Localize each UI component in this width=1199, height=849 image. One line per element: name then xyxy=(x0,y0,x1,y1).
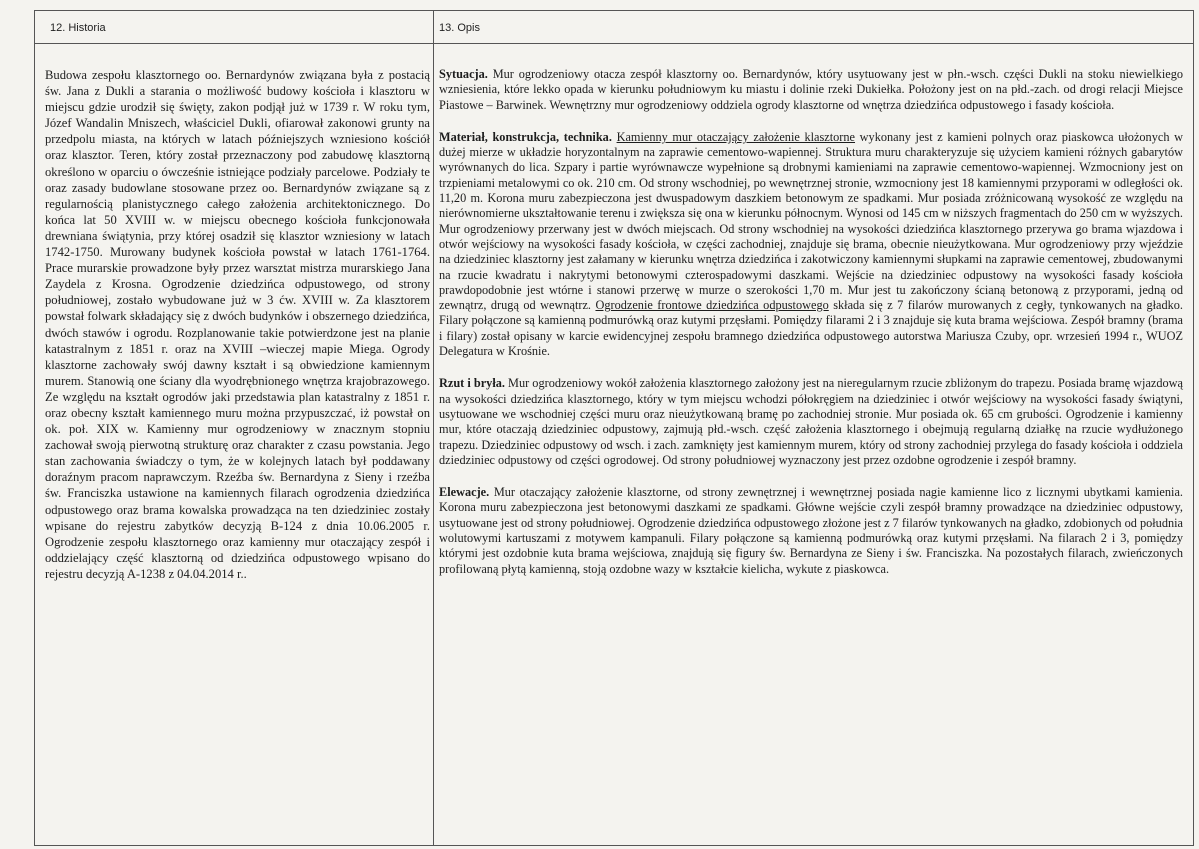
material-underline-wall: Kamienny mur otaczający założenie klasztorne xyxy=(616,129,856,144)
material-title: Materiał, konstrukcja, technika. xyxy=(439,129,612,144)
section-sytuacja xyxy=(439,67,1183,113)
column-divider xyxy=(433,10,434,846)
rzut-title: Rzut i bryła. xyxy=(439,376,505,391)
sytuacja-text: Mur ogrodzeniowy otacza zespół klasztorny oo. Bernardynów, który usytuowany jest w płn.-wsch. części Dukli na stoku niewielkiego wzniesienia, które lekko opada w kierunku południowym ku miastu i dolinie rzeki Dukiełka. Położony jest on na płd.-zach. od drogi relacji Miejsce Piastowe – Barwinek. Wewnętrzny mur ogrodzeniowy oddziela ogrody klasztorne od wnętrza dziedzińca odpustowego i fasady kościoła. xyxy=(439,67,1183,112)
section-rzut xyxy=(439,376,1183,468)
material-text-2: składa się z 7 filarów murowanych z cegły, tynkowanych na gładko. Filary połączone są kamienną podmurówką oraz kutymi przęsłami. Pomiędzy filarami 2 i 3 znajduje się kuta brama wejściowa. Zespół bramny (brama i filary) został opisany w karcie ewidencyjnej zespołu bramnego dziedzińca odpustowego autorstwa Mariusza Czuby, opr. wrzesień 1994 r., WUOZ Delegatura w Krośnie. xyxy=(439,298,1184,359)
section-elewacje xyxy=(439,485,1183,577)
description-heading: 13. Opis xyxy=(439,22,480,34)
description-column xyxy=(439,67,1183,594)
history-text: Budowa zespołu klasztornego oo. Bernardynów związana była z postacią św. Jana z Dukli a starania o możliwość budowy kościoła i klasztoru w miejscu gdzie urodził się święty, zakon podjął już w 1739 r. W roku tym, Józef Wandalin Mniszech, właściciel Dukli, ofiarował zakonowi grunty na przedpolu miasta, na których w latach późniejszych wzniesiono kościół oraz klasztor. Teren, który został przeznaczony pod zabudowę klasztorną określono w oparciu o ówcześnie istniejące podziały parcelowe. Podziały te oraz zasady budowlane stosowane przez oo. Bernardynów związane są z regularnością planistycznego całego założenia architektonicznego. Do końca lat 50 XVIII w. w miejscu obecnego kościoła funkcjonowała drewniana świątynia, przy której osadził się klasztor wzniesiony w latach 1742-1750. Murowany budynek kościoła powstał w latach 1761-1764. Prace murarskie prowadzone były przez warsztat mistrza murarskiego Jana Zaydela z Krosna. Ogrodzenie dziedzińca odpustowego, od strony południowej, zostało wybudowane już w 3 ćw. XVIII w. Za klasztorem powstał folwark składający się z dwóch budynków i obszernego dziedzińca, dwóch stawów i ogrodu. Rozplanowanie takie potwierdzone jest na planie katastralnym z 1851 r. oraz na XVIII –wieczej mapie Miega. Ogrody klasztorne zachowały swój dawny kształt i są obwiedzione kamiennym murem. Stanowią one ściany dla wyodrębnionego wnętrza krajobrazowego. Ze względu na kształt ogrodów jaki przedstawia plan katastralny z 1851 r. oraz obecny kształt kamiennego muru można przypuszczać, iż powstał on ok. poł. XIX w. Kamienny mur ogrodzeniowy w znacznym stopniu zachował swoją pierwotną strukturę oraz charakter z czasu powstania. Jego stan zachowania świadczy o tym, że w kolejnych latach był poddawany doraźnym pracom naprawczym. Rzeźba św. Bernardyna z Sieny i rzeźba św. Franciszka ustawione na kamiennych filarach ogrodzenia dziedzińca odpustowego oraz brama kowalska prowadząca na ten dziedziniec zostały wpisane do rejestru zabytków decyzją B-124 z dnia 10.06.2005 r. Ogrodzenie zespołu klasztornego oraz kamienny mur otaczający zespół i oddzielający część klasztorną od dziedzińca odpustowego wpisano do rejestru decyzją A-1238 z 04.04.2014 r.. xyxy=(45,68,430,581)
section-material xyxy=(439,130,1183,359)
elewacje-text: Mur otaczający założenie klasztorne, od strony zewnętrznej i wewnętrznej posiada nagie kamienne lico z licznymi ubytkami kamienia. Korona muru zabezpieczona jest betonowymi daszkami ze spadkami. Główne wejście czyli zespół bramny prowadzące na dziedziniec odpustowy, usytuowane jest od strony południowej. Ogrodzenie dziedzińca odpustowego złożone jest z 7 filarów tynkowanych na gładko, zdobionych od południa wolutowymi kartuszami z motywem kampanuli. Filary połączone są kamienną podmurówką oraz kutymi przęsłami. Na filarach 2 i 3, pomiędzy którymi jest ozdobnie kuta brama wejściowa, znajdują się figury św. Bernardyna ze Sieny i św. Franciszka. Na pozostałych filarach, zwieńczonych profilowaną płytą kamienną, stoją ozdobne wazy w kształcie kielicha, wykute z piaskowca. xyxy=(439,485,1183,576)
rzut-text: Mur ogrodzeniowy wokół założenia klasztornego założony jest na nieregularnym rzucie zbliżonym do trapezu. Posiada bramę wjazdową na wysokości dziedzińca klasztornego, który w tym miejscu wchodzi półokręgiem na dziedziniec i otwór wejściowy na wysokości fasady świątyni, usytuowane we wschodniej części muru oraz nieużytkowaną bramę po zachodniej stronie. Mur posiada ok. 65 cm grubości. Ogrodzenie i kamienny mur, które otaczają dziedziniec odpustowy, zajmują płd.-wsch. część założenia klasztornego i obejmują regularną działkę na rzucie wydłużonego trapezu. Dziedziniec odpustowy od wsch. i zach. zamknięty jest kamiennym murem, który od strony zachodniej przylega do fasady kościoła i oddziela dziedziniec odpustowy od części ogrodowej. Od strony południowej wyznaczony jest przez ozdobne ogrodzenie i zespół bramny. xyxy=(439,376,1183,467)
history-heading: 12. Historia xyxy=(50,22,106,34)
material-underline-fence: Ogrodzenie frontowe dziedzińca odpustowego xyxy=(595,298,829,313)
elewacje-title: Elewacje. xyxy=(439,485,490,500)
material-text-1: wykonany jest z kamieni polnych oraz piaskowca ułożonych w dużej mierze w układzie horyzontalnym na zaprawie cementowo-wapiennej. Struktura muru charakteryzuje się użyciem kamieni różnych gabarytów wyrównanych do lica. Szpary i partie wyrównawcze wypełnione są drobnymi kamieniami na zaprawie cementowo-wapiennej. Wzmocniony jest on trzpieniami metalowymi co ok. 210 cm. Od strony wschodniej, po wewnętrznej stronie, wzmocniony jest 18 kamiennymi przyporami w odległości ok. 11,20 m. Korona muru zabezpieczona jest dwuspadowym daszkiem betonowym ze spadkami. Mur posiada zróżnicowaną wysokość ze względu na nierównomierne ukształtowanie terenu i zwiększa się ona w kierunku północnym. Wynosi od 145 cm w niższych fragmentach do 250 cm w wyższych. Mur ogrodzeniowy przerwany jest w dwóch miejscach. Od strony wschodniej na wysokości dziedzińca klasztornego przerywa go brama wjazdowa i otwór wejściowy na wysokości fasady kościoła, w części zachodniej, znajduje się brama, obecnie nieużytkowana. Mur ogrodzeniowy przy wjeździe na dziedziniec klasztorny jest załamany w kierunku wnętrza dziedzińca i zakotwiczony kamiennymi słupkami na zaprawie cementowej, zbudowanymi na rzucie kwadratu i nakrytymi betonowymi czterospadowymi daszkami. Wejście na dziedziniec odpustowy na wysokości fasady kościoła prawdopodobnie jest wtórne i stanowi przerwę w murze o szerokości 1,70 m. Mur jest tu zakończony ścianą betonową z przyporami, jedną od zewnątrz, drugą od wewnątrz. xyxy=(439,129,1183,313)
history-column xyxy=(45,67,430,582)
sytuacja-title: Sytuacja. xyxy=(439,67,488,81)
header-row xyxy=(34,10,1194,44)
